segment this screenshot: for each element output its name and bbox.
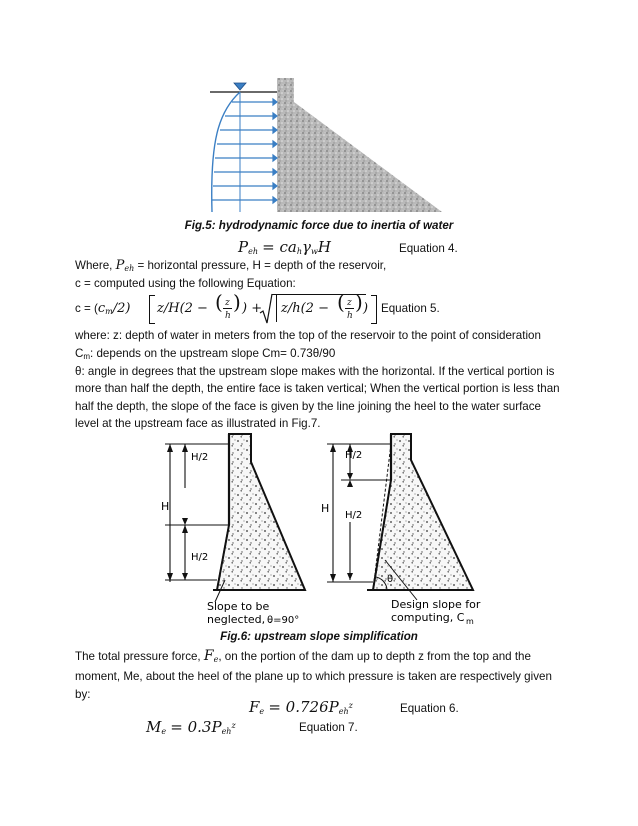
equation-5-label: Equation 5. <box>381 302 440 315</box>
equation-7-label: Equation 7. <box>299 721 358 734</box>
equation-4-label: Equation 4. <box>399 242 458 255</box>
left-note-theta: θ=90° <box>267 615 300 626</box>
c-definition: c = computed using the following Equation: <box>75 277 296 290</box>
left-label-h2-top: H/2 <box>191 452 209 463</box>
equation-7: $M_e = 0.3P_{eh}^z$ <box>146 718 236 736</box>
right-theta: θ <box>387 574 394 585</box>
equation-6: $F_e = 0.726P_{eh}^z$ <box>249 698 353 716</box>
right-note-line2: computing, C <box>391 611 465 624</box>
left-note-line1: Slope to be <box>207 600 270 613</box>
eq4-lhs: P <box>238 238 249 256</box>
right-label-h: H <box>321 502 330 515</box>
total-force-paragraph: The total pressure force, $F_e$, on the portion of the dam up to depth z from the top and the moment, Me, about the heel of the plane up to which pressure is taken are respectively given by: <box>75 648 552 701</box>
pressure-arrows <box>212 99 277 203</box>
dam-body <box>277 78 442 212</box>
right-note-line1: Design slope for <box>391 598 481 611</box>
where-pressure-definition: Where, $P_{eh}$ = horizontal pressure, H = depth of the reservoir, <box>75 258 387 273</box>
cm-definition: $C_m$: depends on the upstream slope Cm= 0.73θ/90 <box>75 347 336 361</box>
equation-4: $P_{eh} = ca_h\gamma_wH$ <box>238 238 331 256</box>
left-label-h: H <box>161 500 170 513</box>
right-label-h2-mid: H/2 <box>345 510 363 521</box>
figure-6-caption: Fig.6: upstream slope simplification <box>220 630 418 643</box>
right-label-h2-top: H/2 <box>345 450 363 461</box>
right-note-sub: m <box>466 617 474 626</box>
equation-6-label: Equation 6. <box>400 702 459 715</box>
left-label-h2-bottom: H/2 <box>191 552 209 563</box>
figure-5-caption: Fig.5: hydrodynamic force due to inertia of water <box>184 219 454 232</box>
z-definition: where: z: depth of water in meters from the top of the reservoir to the point of consideration <box>75 329 541 342</box>
figure-5-hydrodynamic-diagram <box>200 72 450 217</box>
theta-definition: θ: angle in degrees that the upstream slope makes with the horizontal. If the vertical portion is more than half the depth, the entire face is taken vertical; When the vertical portion is less than half the depth, the slope of the face is given by the line joining the heel to the water surface level at the upstream face as illustrated in Fig.7. <box>75 365 560 430</box>
figure-6-upstream-slope-diagram <box>155 430 485 630</box>
pressure-curve <box>212 92 240 212</box>
water-level-marker <box>234 83 246 90</box>
left-note-line2: neglected, . <box>207 613 273 626</box>
